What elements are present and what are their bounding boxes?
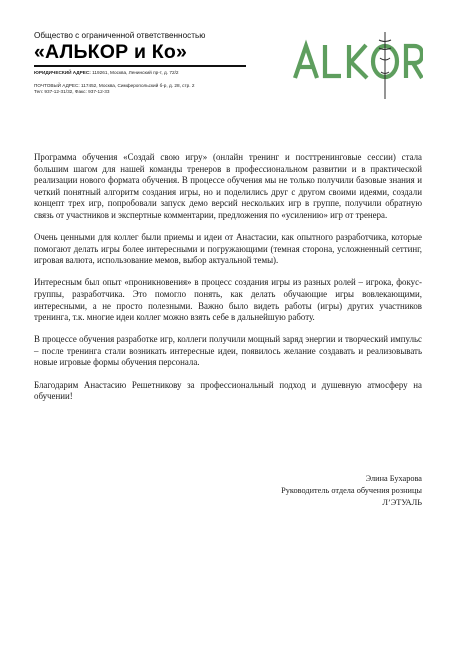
paragraph: Программа обучения «Создай свою игру» (онлайн тренинг и посттренинговые сесcии) стала большим шагом для нашей команды тренеров в профессиональном развитии и в практической реализации нового формата обучения. В процессе обучения мы не только получили базовые знания и четкий понятный алгоритм создания игры, но и поделились друг с другом своими идеями, создали концепт трех игр, попробовали запуск демо версий нескольких игр в группе, получили обратную связь от участников и экспертные комментарии, предложения по «усилению» игр от тренера. xyxy=(34,152,422,220)
paragraph: Очень ценными для коллег были приемы и идеи от Анастасии, как опытного разработчика, которые помогают делать игры более интересными и погружающими (темная сторона, усложненный сеттинг, игровая валюта, использование мемов, выбор актуальной темы). xyxy=(34,232,422,266)
signatory-company: Л’ЭТУАЛЬ xyxy=(382,498,422,507)
paragraph: Интересным был опыт «проникновения» в процесс создания игры из разных ролей – игрока, фокус-группы, разработчика. Это помогло понять, как делать обучающие игры вовлекающими, интересными, а не просто полезными. Важно было видеть работы (игры) других участников тренинга, т.к. многие идеи коллег можно взять себе в дальнейшую работу. xyxy=(34,277,422,323)
signatory-position: Руководитель отдела обучения розницы xyxy=(281,486,422,495)
alkor-logo xyxy=(293,28,423,100)
legal-address xyxy=(34,70,264,76)
signature-block xyxy=(281,473,422,509)
letterhead xyxy=(34,31,264,96)
letterhead-divider xyxy=(34,65,246,67)
letter-body xyxy=(34,152,422,413)
legal-address-label: ЮРИДИЧЕСКИЙ АДРЕС: xyxy=(34,70,91,75)
postal-address-label: ПОЧТОВЫЙ АДРЕС: xyxy=(34,83,80,89)
paragraph: Благодарим Анастасию Решетникову за профессиональный подход и душевную атмосферу на обучении! xyxy=(34,379,422,402)
legal-address-value: 119261, Москва, Ленинский пр-т, д. 72/2 xyxy=(92,70,179,75)
signatory-name: Элина Бухарова xyxy=(365,474,422,483)
phone-fax: Тел: 937-12-31/32, Факс: 937-12-33 xyxy=(34,89,110,95)
postal-address-value: 117452, Москва, Симферопольский б-р, д. 28, стр. 2 xyxy=(81,83,195,89)
company-type: Общество с ограниченной ответственностью xyxy=(34,31,206,40)
paragraph: В процессе обучения разработке игр, коллеги получили мощный заряд энергии и творческий импульс – после тренинга стали возникать интересные идеи, появилось желание создавать и реализовывать новые игровые формы обучения персонала. xyxy=(34,334,422,368)
company-name: «АЛЬКОР и Ко» xyxy=(34,41,188,63)
